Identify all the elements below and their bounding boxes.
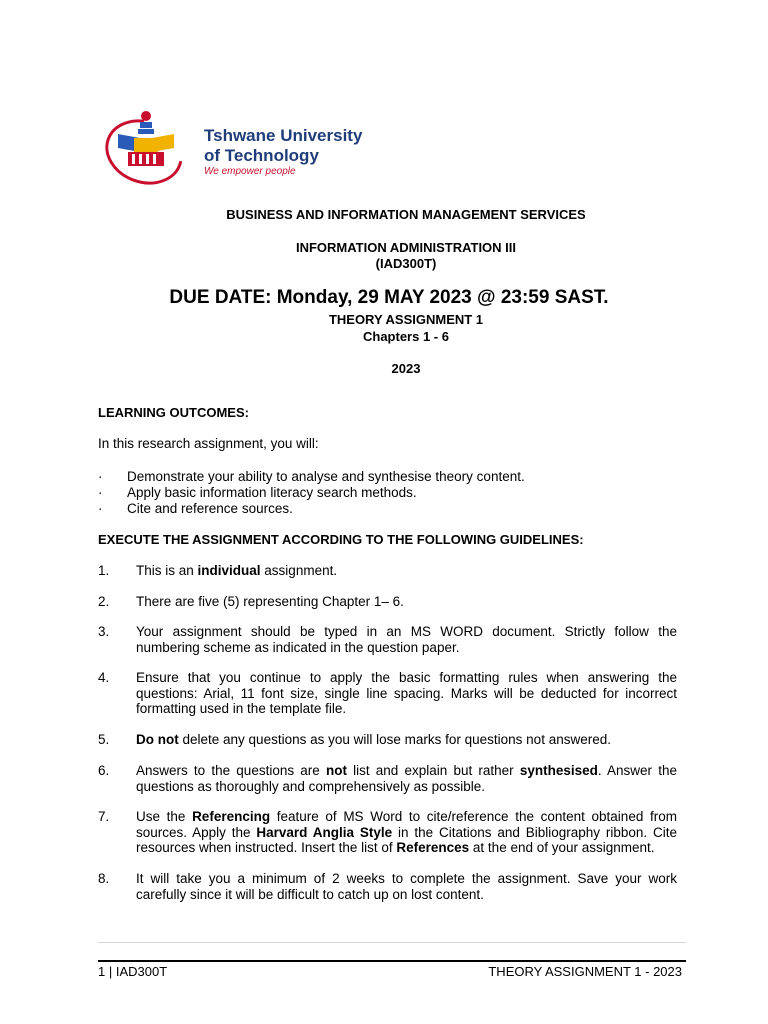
guideline-number: 2. — [98, 594, 110, 609]
logo-emblem-icon — [104, 108, 188, 188]
bullet-marker: · — [98, 485, 103, 500]
footer-assignment-label: THEORY ASSIGNMENT 1 - 2023 — [488, 964, 682, 979]
guideline-item: Do not delete any questions as you will lose marks for questions not answered. — [136, 732, 611, 747]
guideline-number: 4. — [98, 670, 110, 685]
footer-page-number: 1 | IAD300T — [98, 964, 168, 979]
guideline-item: Use the Referencing feature of MS Word to cite/reference the content obtained from sources. Apply the Harvard Anglia Style in the Citations and Bibliography ribbon. Cite resources when instructed. Insert the list of References at the end of your assignment. — [136, 809, 677, 855]
learning-outcome-item: Apply basic information literacy search methods. — [127, 485, 417, 500]
bullet-marker: · — [98, 469, 103, 484]
guideline-item: This is an individual assignment. — [136, 563, 338, 578]
university-name-line2: of Technology — [204, 146, 319, 165]
guideline-number: 3. — [98, 624, 110, 639]
university-tagline: We empower people — [204, 166, 296, 177]
footer-divider — [98, 960, 686, 962]
university-logo — [104, 108, 384, 188]
footer-divider-light — [98, 942, 686, 943]
guideline-item: There are five (5) representing Chapter 1– 6. — [136, 594, 404, 609]
university-name-line1: Tshwane University — [204, 126, 363, 145]
guideline-item: Ensure that you continue to apply the basic formatting rules when answering the questions: Arial, 11 font size, single line spacing. Marks will be deducted for incorrect formatting used in the template file. — [136, 670, 677, 716]
guideline-number: 5. — [98, 732, 110, 747]
learning-outcome-item: Cite and reference sources. — [127, 501, 293, 516]
bullet-marker: · — [98, 501, 103, 516]
due-date: DUE DATE: Monday, 29 MAY 2023 @ 23:59 SAST. — [169, 287, 609, 308]
department-heading: BUSINESS AND INFORMATION MANAGEMENT SERVICES — [226, 207, 586, 222]
guidelines-heading: EXECUTE THE ASSIGNMENT ACCORDING TO THE FOLLOWING GUIDELINES: — [98, 532, 584, 547]
guideline-item: Answers to the questions are not list and explain but rather synthesised. Answer the questions as thoroughly and comprehensively as possible. — [136, 763, 677, 794]
guideline-number: 8. — [98, 871, 110, 886]
learning-intro: In this research assignment, you will: — [98, 436, 319, 451]
course-code: (IAD300T) — [375, 256, 437, 271]
guideline-item: It will take you a minimum of 2 weeks to complete the assignment. Save your work carefully since it will be difficult to catch up on lost content. — [136, 871, 677, 902]
university-name — [204, 126, 362, 166]
guideline-number: 7. — [98, 809, 110, 824]
guideline-item: Your assignment should be typed in an MS WORD document. Strictly follow the numbering scheme as indicated in the question paper. — [136, 624, 677, 655]
year-label: 2023 — [391, 361, 421, 376]
course-title: INFORMATION ADMINISTRATION III — [295, 240, 517, 255]
guideline-number: 1. — [98, 563, 110, 578]
assignment-title: THEORY ASSIGNMENT 1 — [328, 312, 484, 327]
learning-outcome-item: Demonstrate your ability to analyse and synthesise theory content. — [127, 469, 525, 484]
guideline-number: 6. — [98, 763, 110, 778]
chapters-label: Chapters 1 - 6 — [363, 329, 449, 344]
learning-outcomes-heading: LEARNING OUTCOMES: — [98, 405, 249, 420]
